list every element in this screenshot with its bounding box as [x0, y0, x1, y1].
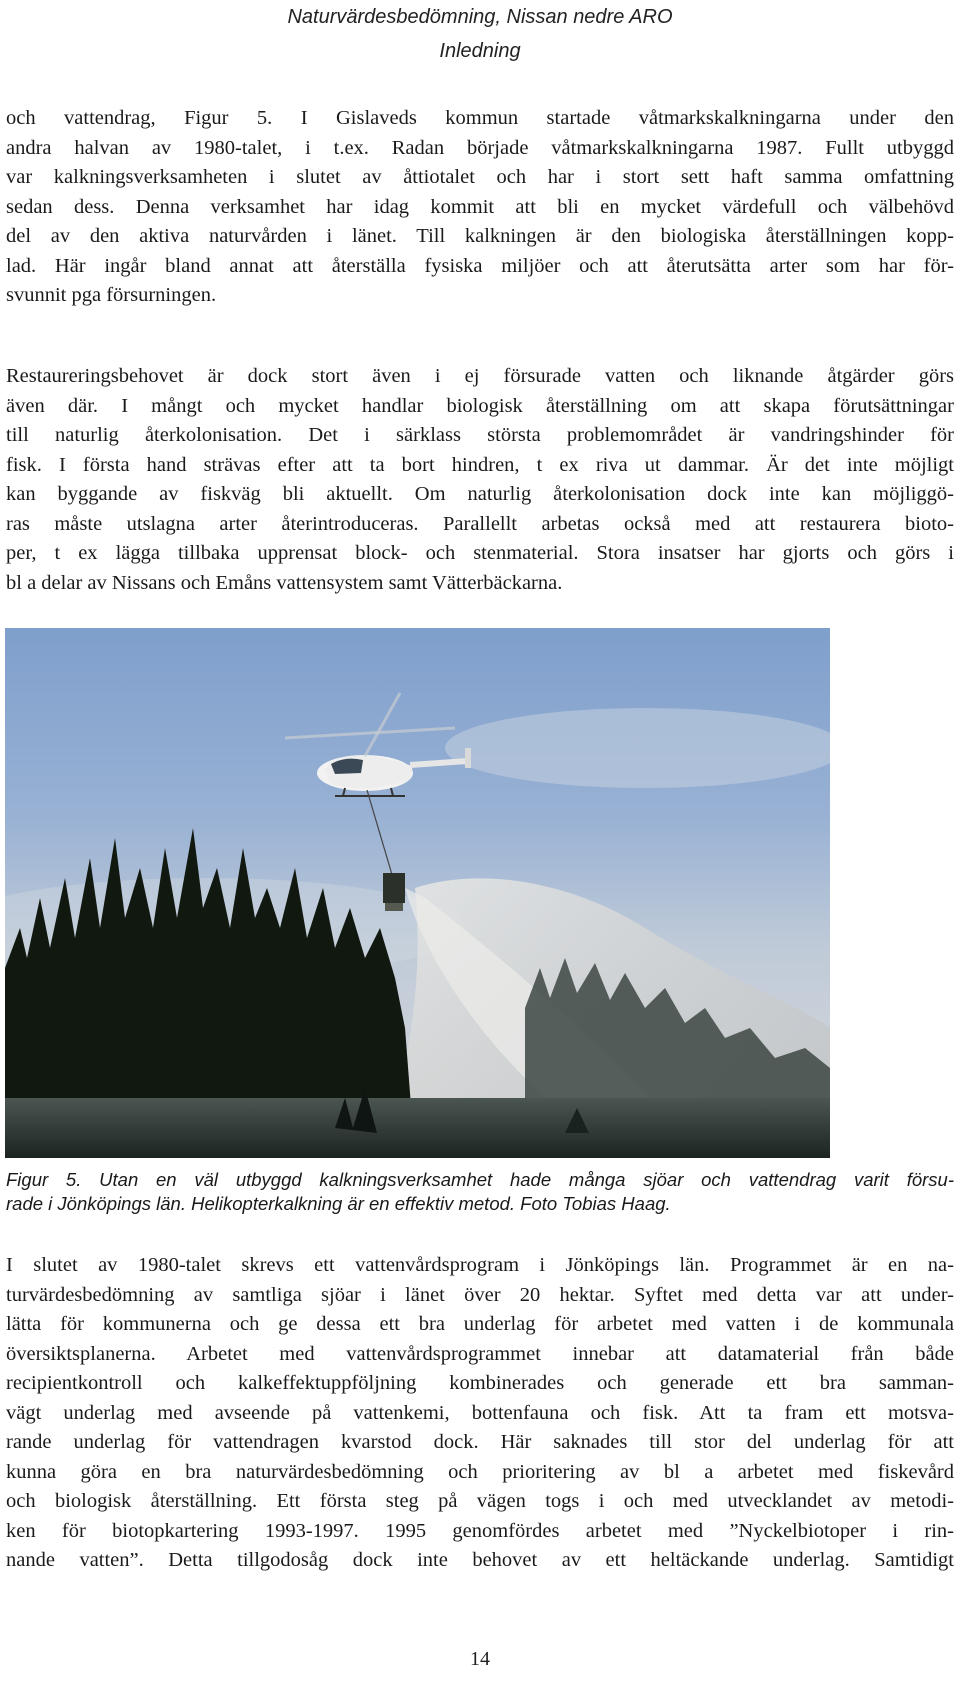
text-line: turvärdesbedömning av samtliga sjöar i länet över 20 hektar. Syftet med detta var att under- — [6, 1283, 954, 1306]
text-line: vägt underlag med avseende på vattenkemi, bottenfauna och fisk. Att ta fram ett motsva- — [6, 1401, 954, 1424]
text-line: fisk. I första hand strävas efter att ta bort hindren, t ex riva ut dammar. Är det inte möjligt — [6, 453, 954, 476]
text-line: del av den aktiva naturvården i länet. Till kalkningen är den biologiska återställningen kopp- — [6, 225, 954, 247]
text-line: lad. Här ingår bland annat att återställa fysiska miljöer och att återutsätta arter som har för- — [6, 254, 954, 277]
text-line: kan byggande av fiskväg bli aktuellt. Om naturlig återkolonisation dock inte kan möjliggö- — [6, 483, 954, 505]
text-line: och biologisk återställning. Ett första steg på vägen togs i och med utvecklandet av metodi- — [6, 1490, 954, 1512]
page-number: 14 — [470, 1648, 490, 1670]
text-line: rande underlag för vattendragen kvarstod dock. Här saknades till stor del underlag för att — [6, 1431, 954, 1453]
text-line: ras måste utslagna arter återintroduceras. Parallellt arbetas också med att restaurera bioto- — [6, 512, 954, 535]
text-line: var kalkningsverksamheten i slutet av åttiotalet och har i stort sett haft samma omfattning — [6, 166, 954, 188]
caption-line: rade i Jönköpings län. Helikopterkalkning är en effektiv metod. Foto Tobias Haag. — [6, 1193, 671, 1214]
paragraph-1 — [6, 104, 954, 311]
text-line: sedan dess. Denna verksamhet har idag kommit att bli en mycket värdefull och välbehövd — [6, 195, 954, 218]
figure-caption — [6, 1168, 954, 1216]
paragraph-3 — [6, 1251, 954, 1576]
caption-line: Figur 5. Utan en väl utbyggd kalkningsverksamhet hade många sjöar och vattendrag varit försu- — [6, 1169, 954, 1190]
text-line: recipientkontroll och kalkeffektuppföljning kombinerades och generade ett bra samman- — [6, 1372, 954, 1394]
text-line: per, t ex lägga tillbaka upprensat block- och stenmaterial. Stora insatser har gjorts och görs i — [6, 542, 954, 564]
paragraph-2 — [6, 362, 954, 598]
text-line: Restaureringsbehovet är dock stort även i ej försurade vatten och liknande åtgärder görs — [6, 365, 954, 387]
text-line: även där. I mångt och mycket handlar biologisk återställning om att skapa förutsättningar — [6, 394, 954, 417]
text-line: I slutet av 1980-talet skrevs ett vattenvårdsprogram i Jönköpings län. Programmet är en na- — [6, 1254, 954, 1276]
text-line: till naturlig återkolonisation. Det i särklass största problemområdet är vandringshinder för — [6, 424, 954, 446]
figure-photo-helicopter-liming — [5, 628, 830, 1158]
text-line: och vattendrag, Figur 5. I Gislaveds kommun startade våtmarkskalkningarna under den — [6, 107, 954, 129]
text-line: kunna göra en bra naturvärdesbedömning och prioritering av bl a arbetet med fiskevård — [6, 1460, 954, 1483]
text-line: översiktsplanerna. Arbetet med vattenvårdsprogrammet innebar att datamaterial från både — [6, 1342, 954, 1365]
text-line: bl a delar av Nissans och Emåns vattensystem samt Vätterbäckarna. — [6, 571, 563, 594]
document-title: Naturvärdesbedömning, Nissan nedre ARO — [287, 6, 673, 28]
running-header — [0, 0, 960, 68]
text-line: nande vatten”. Detta tillgodosåg dock inte behovet av ett heltäckande underlag. Samtidigt — [6, 1549, 954, 1571]
text-line: lätta för kommunerna och ge dessa ett bra underlag för arbetet med vatten i de kommunala — [6, 1313, 954, 1335]
text-line: ken för biotopkartering 1993-1997. 1995 genomfördes arbetet med ”Nyckelbiotoper i rin- — [6, 1519, 954, 1542]
text-line: andra halvan av 1980-talet, i t.ex. Radan började våtmarkskalkningarna 1987. Fullt utbyggd — [6, 136, 954, 159]
section-title: Inledning — [439, 40, 521, 62]
text-line: svunnit pga försurningen. — [6, 284, 217, 306]
